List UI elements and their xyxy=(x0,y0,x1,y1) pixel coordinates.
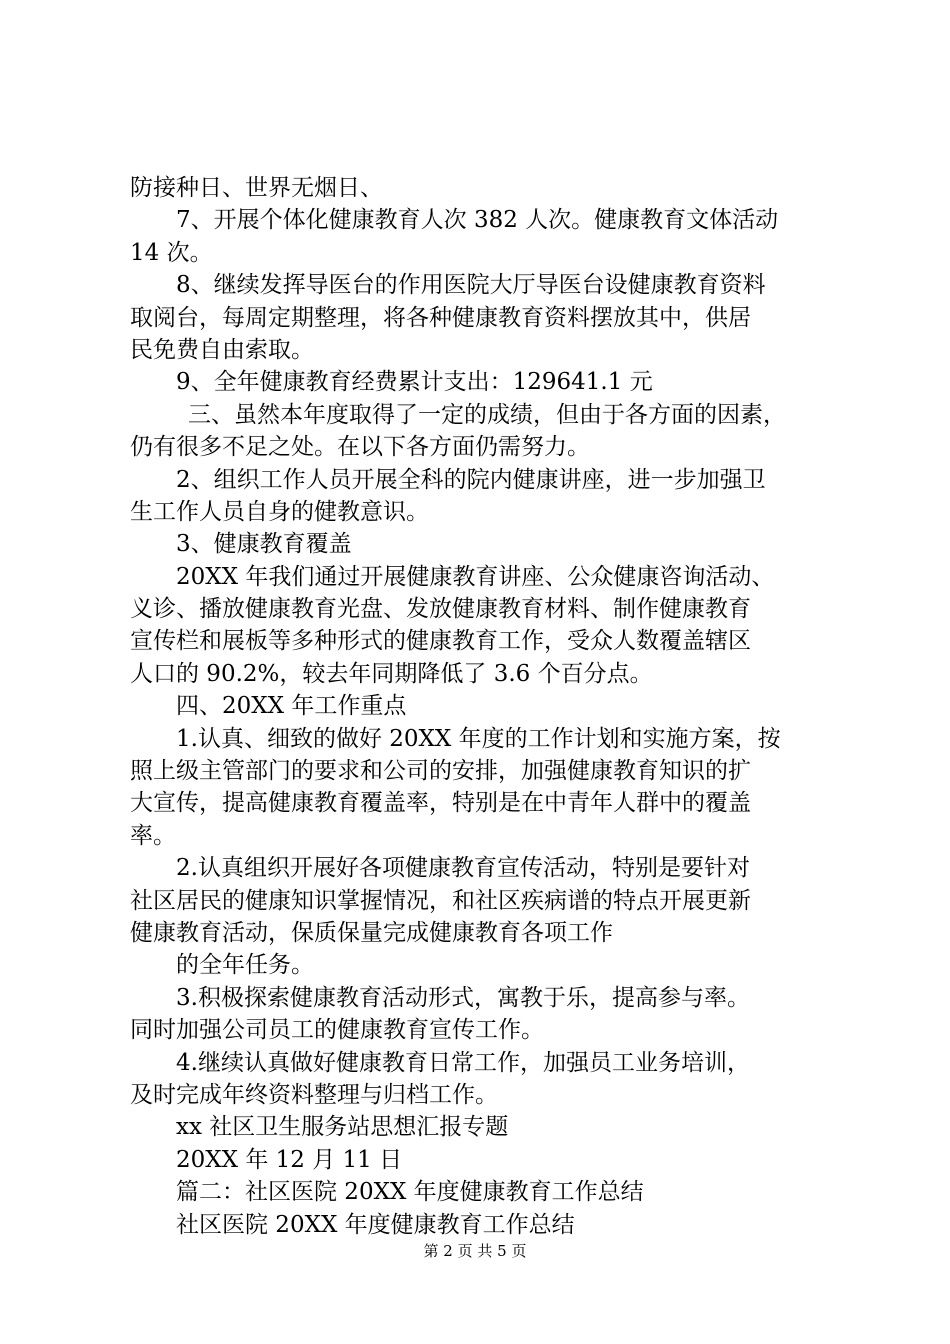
text-line: 3、健康教育覆盖 xyxy=(176,531,352,558)
text-line: 同时加强公司员工的健康教育宣传工作。 xyxy=(130,1017,544,1044)
text-line: 人口的 90.2%，较去年同期降低了 3.6 个百分点。 xyxy=(130,660,653,687)
text-line: 的全年任务。 xyxy=(176,952,314,979)
section-heading: 四、20XX 年工作重点 xyxy=(176,693,407,720)
text-line: 8、继续发挥导医台的作用医院大厅导医台设健康教育资料 xyxy=(176,272,766,299)
text-line: 1.认真、细致的做好 20XX 年度的工作计划和实施方案，按 xyxy=(176,725,781,752)
text-line: 2、组织工作人员开展全科的院内健康讲座，进一步加强卫 xyxy=(176,466,766,493)
text-line: 9、全年健康教育经费累计支出：129641.1 元 xyxy=(176,369,653,396)
text-line: 健康教育活动，保质保量完成健康教育各项工作 xyxy=(130,919,613,946)
text-line: 2.认真组织开展好各项健康教育宣传活动，特别是要针对 xyxy=(176,855,750,882)
text-line: 3.积极探索健康教育活动形式，寓教于乐，提高参与率。 xyxy=(176,984,750,1011)
text-line: 取阅台，每周定期整理，将各种健康教育资料摆放其中，供居 xyxy=(130,304,751,331)
text-line: 生工作人员自身的健教意识。 xyxy=(130,498,429,525)
page-number: 第 2 页 共 5 页 xyxy=(423,1242,527,1260)
text-line: 民免费自由索取。 xyxy=(130,336,314,363)
text-line: 仍有很多不足之处。在以下各方面仍需努力。 xyxy=(130,434,590,461)
text-line: xx 社区卫生服务站思想汇报专题 xyxy=(176,1114,509,1141)
section-heading: 社区医院 20XX 年度健康教育工作总结 xyxy=(176,1211,575,1238)
text-line: 照上级主管部门的要求和公司的安排，加强健康教育知识的扩 xyxy=(130,758,751,785)
text-line: 4.继续认真做好健康教育日常工作，加强员工业务培训， xyxy=(176,1049,750,1076)
text-line: 率。 xyxy=(130,822,176,849)
text-line: 义诊、播放健康教育光盘、发放健康教育材料、制作健康教育 xyxy=(130,596,751,623)
text-line: 及时完成年终资料整理与归档工作。 xyxy=(130,1081,498,1108)
section-heading: 篇二：社区医院 20XX 年度健康教育工作总结 xyxy=(176,1179,644,1206)
text-line: 宣传栏和展板等多种形式的健康教育工作，受众人数覆盖辖区 xyxy=(130,628,751,655)
text-line: 社区居民的健康知识掌握情况，和社区疾病谱的特点开展更新 xyxy=(130,887,751,914)
text-line: 7、开展个体化健康教育人次 382 人次。健康教育文体活动 xyxy=(176,207,779,234)
document-body xyxy=(130,172,840,1241)
text-line: 大宣传，提高健康教育覆盖率，特别是在中青年人群中的覆盖 xyxy=(130,790,751,817)
text-line: 三、虽然本年度取得了一定的成绩，但由于各方面的因素， xyxy=(188,401,786,428)
date-line: 20XX 年 12 月 11 日 xyxy=(176,1146,403,1173)
text-line: 防接种日、世界无烟日、 xyxy=(130,175,383,201)
text-line: 20XX 年我们通过开展健康教育讲座、公众健康咨询活动、 xyxy=(176,563,775,590)
text-line: 14 次。 xyxy=(130,239,213,266)
